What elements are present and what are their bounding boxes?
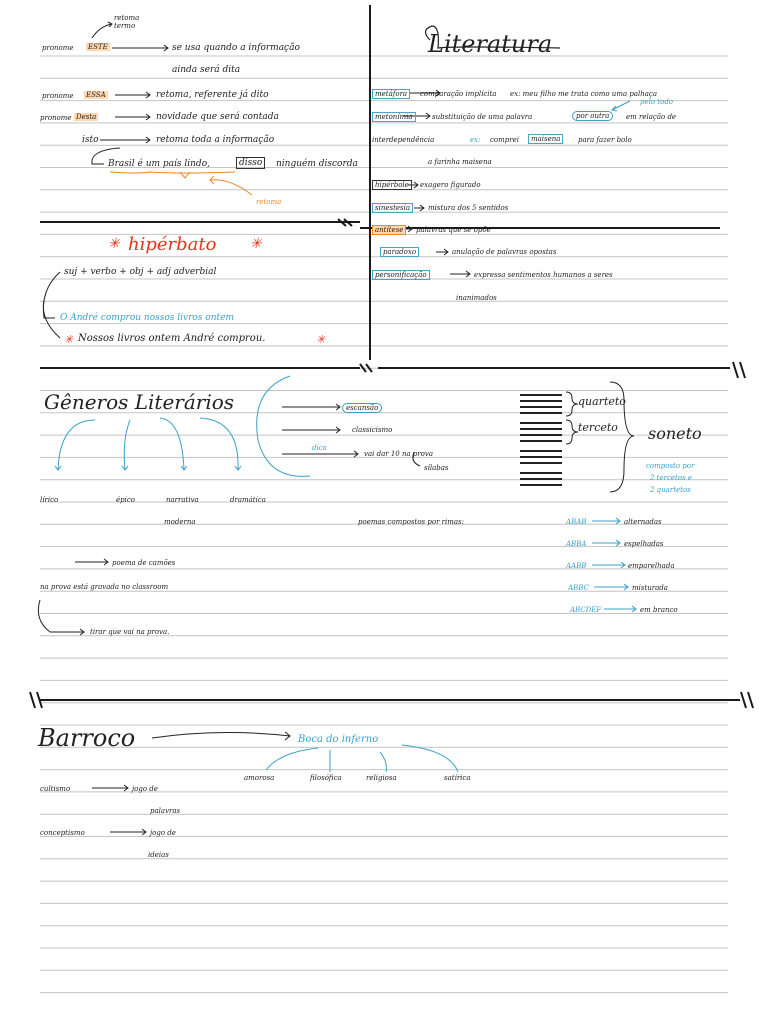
hiperbole-def: exagero figurado (420, 181, 481, 189)
branch-filosofica: filosófica (310, 774, 342, 782)
hiperbato-title: hipérbato (128, 234, 217, 255)
essa-word-text: ESSA (86, 91, 106, 99)
paradoxo-term (380, 246, 419, 258)
hiperbato-example-2: Nossos livros ontem André comprou. (78, 333, 266, 344)
classicismo-label: classicismo (352, 426, 393, 434)
hiperbato-formula: suj + verbo + obj + adj adverbial (64, 267, 217, 277)
metonimia-term-text: metonímia (372, 112, 416, 122)
hiperbole-term (372, 179, 412, 191)
barroco-title: Barroco (38, 724, 136, 752)
essa-word (84, 89, 108, 101)
paradoxo-def: anulação de palavras opostas (452, 248, 557, 256)
desta-word (74, 111, 98, 123)
metonimia-rel: em relação de (626, 113, 677, 121)
hiperbato-star-2-right: ✳ (316, 333, 326, 346)
literatura-title: Literatura (428, 30, 553, 58)
branch-satirica: satírica (444, 774, 471, 782)
rima-name-3: emparelhada (628, 562, 675, 570)
rima-name-5: em branco (640, 606, 678, 614)
cultismo-def: jogo de (132, 785, 158, 793)
personificacao-def-2: inanimados (456, 294, 497, 302)
example-b: ninguém discorda (276, 159, 358, 169)
soneto-note-1: composto por (646, 462, 695, 470)
genero-lirico: lírico (40, 496, 59, 504)
metonimia-term (372, 111, 416, 123)
este-word (86, 41, 110, 53)
genero-narrativa: narrativa (166, 496, 199, 504)
silabas-label: sílabas (424, 464, 449, 472)
genero-moderna: moderna (164, 518, 196, 526)
conceptismo-def-2: ideias (148, 851, 169, 859)
rima-name-2: espelhadas (624, 540, 664, 548)
rima-code-2: ABBA (566, 540, 587, 548)
generos-title: Gêneros Literários (44, 390, 235, 414)
desta-text: novidade que será contada (156, 112, 279, 122)
cultismo-label: cultismo (40, 785, 71, 793)
este-note: retoma termo (114, 14, 140, 30)
quarteto-label: quarteto (578, 395, 626, 408)
genero-dramatica: dramática (230, 496, 266, 504)
branch-religiosa: religiosa (366, 774, 397, 782)
camoes-label: poema de camões (112, 559, 176, 567)
antitese-def: palavras que se opõe (416, 226, 491, 234)
metafora-term (372, 88, 410, 100)
metafora-def: comparação implícita (420, 90, 497, 98)
branch-amorosa: amorosa (244, 774, 275, 782)
boca-inferno: Boca do inferno (298, 734, 379, 745)
dica-label: dica (312, 444, 327, 452)
este-text: se usa quando a informação (172, 43, 300, 53)
essa-text: retoma, referente já dito (156, 90, 269, 100)
interdependencia-ex-text: comprei (490, 136, 519, 144)
rima-code-4: ABBC (568, 584, 589, 592)
retoma-note: retoma (256, 198, 282, 206)
genero-epico: épico (116, 496, 135, 504)
metafora-ex: ex: meu filho me trata como uma palhaça (510, 90, 658, 98)
personificacao-term-text: personificação (372, 270, 430, 280)
maisena-word (528, 133, 563, 145)
metafora-term-text: metáfora (372, 89, 410, 99)
soneto-note-3: 2 quartetos (650, 486, 691, 494)
rima-name-4: misturada (632, 584, 668, 592)
desta-word-text: Desta (76, 113, 97, 121)
poemas-rimas-label: poemas compostos por rimas: (358, 518, 464, 526)
metonimia-note: pelo todo (640, 98, 674, 106)
isto-text: retoma toda a informação (156, 135, 275, 145)
escansao-label-text: escansão (342, 403, 382, 413)
maisena-word-text: maisena (528, 134, 563, 144)
este-label: pronome (42, 44, 74, 52)
farinha-text: a farinha maisena (428, 158, 492, 166)
cultismo-def-2: palavras (150, 807, 181, 815)
hiperbato-star-left: ✳ (108, 236, 120, 252)
escansao-label (342, 402, 382, 414)
sinestesia-term-text: sinestesia (372, 203, 413, 213)
desta-label: pronome (40, 114, 72, 122)
metonimia-def: substituição de uma palavra (432, 113, 533, 121)
isto-word: isto (82, 135, 99, 145)
personificacao-def: expressa sentimentos humanos a seres (474, 271, 613, 279)
rima-code-5: ABCDEF (570, 606, 602, 614)
example-disso (236, 157, 265, 169)
rima-code-1: ABAB (566, 518, 587, 526)
rima-code-3: AABB (566, 562, 587, 570)
soneto-note-2: 2 tercetos e (650, 474, 693, 482)
soneto-label: soneto (648, 424, 702, 443)
example-a: Brasil é um país lindo, (108, 159, 210, 169)
interdependencia-ex: ex: (470, 136, 481, 144)
paradoxo-term-text: paradoxo (380, 247, 419, 257)
terceto-label: terceto (578, 421, 618, 434)
rima-name-1: alternadas (624, 518, 662, 526)
hiperbole-term-text: hipérbole (372, 180, 412, 190)
interdependencia-end: para fazer bolo (578, 136, 632, 144)
este-text-2: ainda será dita (172, 65, 241, 75)
essa-label: pronome (42, 92, 74, 100)
example-disso-text: disso (236, 157, 265, 169)
personificacao-term (372, 269, 430, 281)
hiperbato-star-right: ✳ (250, 236, 262, 252)
hiperbato-example-1: O André comprou nossos livros ontem (60, 313, 235, 323)
hiperbato-star-2-left: ✳ (64, 333, 74, 346)
conceptismo-def: jogo de (150, 829, 176, 837)
metonimia-por-outra-text: por outra (572, 111, 613, 121)
tirar-label: tirar que vai na prova. (90, 628, 170, 636)
antitese-term-text: antítese (372, 225, 406, 235)
prova-label: vai dar 10 na prova (364, 450, 434, 458)
antitese-term (372, 224, 406, 236)
conceptismo-label: conceptismo (40, 829, 85, 837)
sinestesia-term (372, 202, 413, 214)
este-word-text: ESTE (88, 43, 108, 51)
metonimia-por-outra (572, 110, 613, 122)
interdependencia: interdependência (372, 136, 435, 144)
sinestesia-def: mistura dos 5 sentidos (428, 204, 509, 212)
classroom-label: na prova está gravada no classroom (40, 583, 169, 591)
